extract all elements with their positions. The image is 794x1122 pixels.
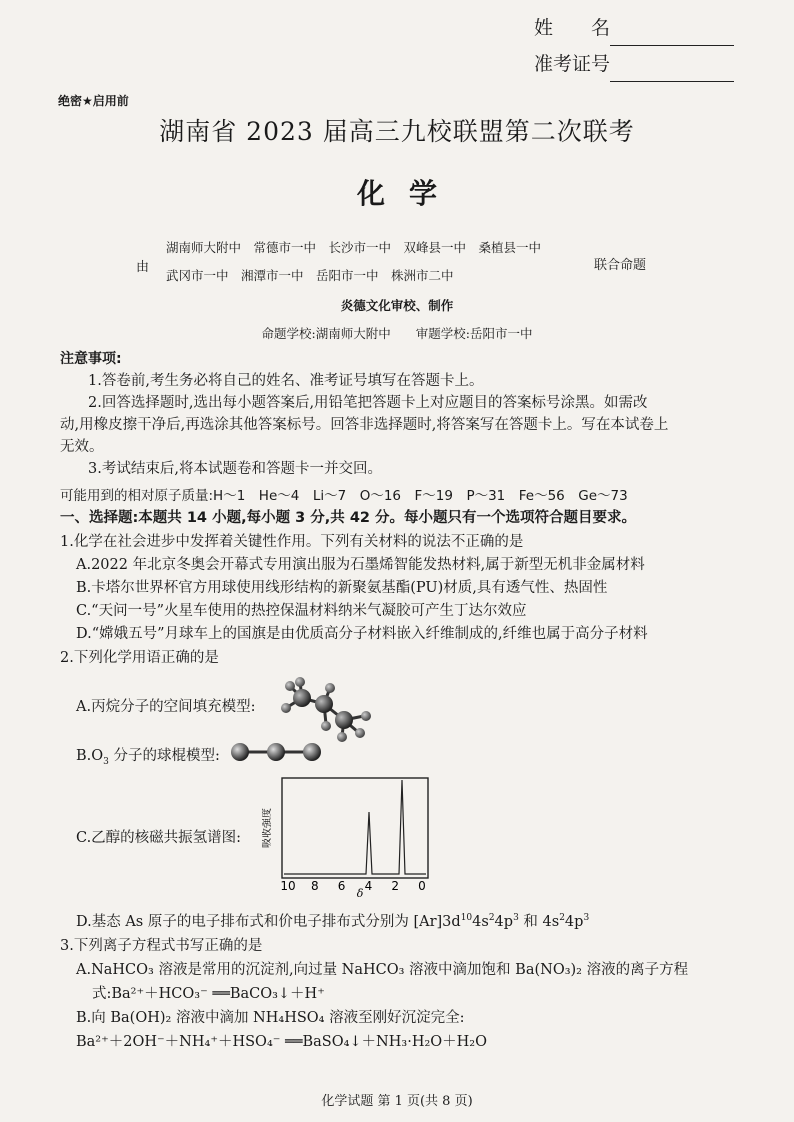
- q1-stem: 1.化学在社会进步中发挥着关键性作用。下列有关材料的说法不正确的是: [60, 534, 524, 550]
- q3-option-b-line1: B.向 Ba(OH)₂ 溶液中滴加 NH₄HSO₄ 溶液至刚好沉淀完全:: [76, 1010, 465, 1026]
- spectrum-tick-label: 6: [337, 879, 346, 893]
- note-2a: 2.回答选择题时,选出每小题答案后,用铅笔把答题卡上对应题目的答案标号涂黑。如需改: [88, 395, 648, 411]
- secret-mark: 绝密★启用前: [58, 94, 129, 108]
- note-2b: 动,用橡皮擦干净后,再选涂其他答案标号。回答非选择题时,将答案写在答题卡上。写在本试卷上: [60, 417, 669, 433]
- q1-option-c: C.“天问一号”火星车使用的热控保温材料纳米气凝胶可产生丁达尔效应: [76, 603, 527, 619]
- atomic-masses: 可能用到的相对原子质量:H～1 He～4 Li～7 O～16 F～19 P～31 Fe～56 Ge～73: [60, 488, 628, 504]
- q2-option-c: C.乙醇的核磁共振氢谱图:: [76, 830, 242, 846]
- name-blank[interactable]: [610, 26, 734, 46]
- id-label: 准考证号: [533, 53, 610, 75]
- q2-d-mid4: 4p: [564, 914, 584, 930]
- note-2c: 无效。: [60, 439, 104, 455]
- q2-option-d: [76, 910, 589, 931]
- q2-option-b: [76, 744, 220, 767]
- q2-b-text-2: 分子的球棍模型:: [108, 748, 220, 764]
- spectrum-xlabel: δ: [356, 887, 364, 898]
- name-label: 姓 名: [533, 17, 610, 39]
- notes: [60, 348, 750, 480]
- q3-option-b-line2: Ba²⁺＋2OH⁻＋NH₄⁺＋HSO₄⁻ ══BaSO₄↓＋NH₃·H₂O＋H₂O: [76, 1034, 488, 1050]
- school-row-2: 武冈市一中 湘潭市一中 岳阳市一中 株洲市二中: [166, 268, 454, 283]
- spectrum-tick-label: 10: [280, 879, 296, 893]
- q2-d-mid1: 4s: [472, 914, 489, 930]
- spectrum-tick-label: 8: [310, 879, 319, 893]
- note-1: 1.答卷前,考生务必将自己的姓名、准考证号填写在答题卡上。: [88, 373, 484, 389]
- q2-b-text: B.O: [76, 748, 104, 764]
- spectrum-ticks: [280, 879, 425, 893]
- nmr-spectrum-chart: [262, 774, 432, 898]
- spectrum-trace: [284, 780, 426, 874]
- spectrum-tick-label: 2: [391, 879, 400, 893]
- reviewer: 炎德文化审校、制作: [340, 298, 454, 313]
- q2-d-sup2: 2: [488, 913, 495, 924]
- spectrum-frame: [282, 778, 428, 878]
- joint-label: 联合命题: [594, 258, 647, 273]
- q3-option-a-line1: A.NaHCO₃ 溶液是常用的沉淀剂,向过量 NaHCO₃ 溶液中滴加饱和 Ba(NO₃)₂ 溶液的离子方程: [76, 962, 689, 978]
- spectrum-tick-label: 0: [418, 879, 426, 893]
- q1-option-b: B.卡塔尔世界杯官方用球使用线形结构的新聚氨基酯(PU)材质,具有透气性、热固性: [76, 580, 608, 596]
- exam-title: 湖南省 2023 届高三九校联盟第二次联考: [159, 117, 635, 146]
- note-3: 3.考试结束后,将本试题卷和答题卡一并交回。: [88, 461, 382, 477]
- maker-schools: 命题学校:湖南师大附中 审题学校:岳阳市一中: [261, 326, 533, 341]
- page-footer: 化学试题 第 1 页(共 8 页): [321, 1094, 473, 1109]
- q2-d-text: D.基态 As 原子的电子排布式和价电子排布式分别为 [Ar]3d: [76, 914, 461, 930]
- ozone-model-image: [226, 740, 326, 764]
- spectrum-ylabel: 吸收强度: [262, 808, 273, 848]
- q2-d-sup3: 3: [513, 913, 519, 924]
- q1-option-d: D.“嫦娥五号”月球车上的国旗是由优质高分子材料嵌入纤维制成的,纤维也属于高分子材料: [76, 626, 648, 642]
- q2-option-a: A.丙烷分子的空间填充模型:: [76, 699, 256, 715]
- q2-d-mid3: 和 4s: [518, 914, 560, 930]
- q2-d-mid2: 4p: [494, 914, 514, 930]
- notes-heading: 注意事项:: [60, 351, 122, 367]
- subject-title: 化学: [356, 177, 461, 210]
- school-row-1: 湖南师大附中 常德市一中 长沙市一中 双峰县一中 桑植县一中: [166, 240, 542, 255]
- q3-option-a-line2: 式:Ba²⁺＋HCO₃⁻ ══BaCO₃↓＋H⁺: [92, 986, 325, 1002]
- candidate-fields: [534, 10, 734, 82]
- q2-d-sup4: 2: [559, 913, 565, 924]
- q2-d-sup5: 3: [583, 913, 590, 924]
- q2-d-sup1: 10: [460, 913, 473, 924]
- q2-stem: 2.下列化学用语正确的是: [60, 650, 219, 666]
- id-blank[interactable]: [610, 62, 734, 82]
- q1-option-a: A.2022 年北京冬奥会开幕式专用演出服为石墨烯智能发热材料,属于新型无机非金属材料: [76, 557, 645, 573]
- spectrum-tick-label: 4: [364, 879, 373, 893]
- q2-b-sub: 3: [103, 756, 109, 767]
- section-1-heading: 一、选择题:本题共 14 小题,每小题 3 分,共 42 分。每小题只有一个选项符合题目要求。: [60, 510, 637, 526]
- propane-model-image: [272, 676, 388, 742]
- schools-prefix: 由: [136, 260, 150, 275]
- q3-stem: 3.下列离子方程式书写正确的是: [60, 938, 263, 954]
